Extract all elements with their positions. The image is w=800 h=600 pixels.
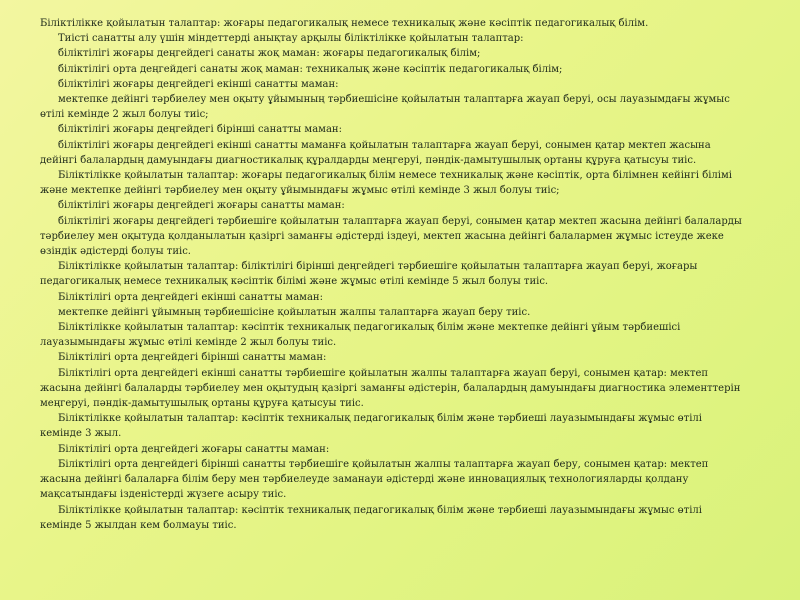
paragraph: біліктілігі жоғары деңгейдегі жоғары санатты маман: bbox=[58, 200, 345, 212]
paragraph: Біліктілікке қойылатын талаптар: кәсіптік техникалық педагогикалық білім және тәрбиеші лауазымындағы жұмыс өтілі кемінде 5 жылдан кем болмауы тиіс. bbox=[40, 504, 706, 531]
paragraph: Біліктілігі орта деңгейдегі екінші санатты маман: bbox=[58, 291, 323, 303]
paragraph: Біліктілігі орта деңгейдегі жоғары санатты маман: bbox=[58, 443, 330, 455]
document-body bbox=[40, 16, 746, 533]
paragraph: Біліктілігі орта деңгейдегі екінші санатты тәрбиешіге қойылатын жалпы талаптарға жауап беруі, сонымен қатар: мектеп жасына дейінгі балаларды тәрбиелеу мен оқытудың қазіргі заманғы әдістерін, балалардың дамуындағы диагностика элементтерін меңгеруі, пәндік-дамытушылық ортаны құруға қатысуы тиіс. bbox=[40, 367, 744, 410]
paragraph: Біліктілігі орта деңгейдегі бірінші санатты маман: bbox=[58, 352, 327, 364]
paragraph: біліктілігі орта деңгейдегі санаты жоқ маман: техникалық және кәсіптік педагогикалық білім; bbox=[58, 63, 563, 75]
paragraph: мектепке дейінгі тәрбиелеу мен оқыту ұйымының тәрбиешісіне қойылатын талаптарға жауап беруі, осы лауазымдағы жұмыс өтілі кемінде 2 жыл болуы тиіс; bbox=[40, 94, 734, 121]
paragraph: Біліктілікке қойылатын талаптар: жоғары педагогикалық білім немесе техникалық және кәсіптік, орта білімнен кейінгі білімі және мектепке дейінгі тәрбиелеу мен оқыту ұйымындағы жұмыс өтілі кемінде 3 жыл болуы тиіс; bbox=[40, 170, 736, 197]
paragraph: біліктілігі жоғары деңгейдегі тәрбиешіге қойылатын талаптарға жауап беруі, сонымен қатар мектеп жасына дейінгі балаларды тәрбиелеу мен оқытуда қолданылатын қазіргі заманғы әдістерді іздеуі, мектеп жасына дейінгі балалармен жұмыс істеуде жеке өзіндік әдістерді болуы тиіс. bbox=[40, 215, 746, 258]
paragraph-requirements-intro: Біліктілікке қойылатын талаптар: жоғары педагогикалық немесе техникалық және кәсіптік педагогикалық білім. bbox=[40, 18, 649, 29]
paragraph: біліктілігі жоғары деңгейдегі екінші санатты маманға қойылатын талаптарға жауап беруі, сонымен қатар мектеп жасына дейінгі балалардың дамуындағы диагностикалық құралдарды меңгеруі, пәндік-дамытушылық ортаны құруға қатысуы тиіс. bbox=[40, 139, 714, 166]
paragraph: мектепке дейінгі ұйымның тәрбиешісіне қойылатын жалпы талаптарға жауап беру тиіс. bbox=[58, 306, 531, 318]
paragraph: Біліктілікке қойылатын талаптар: кәсіптік техникалық педагогикалық білім және тәрбиеші лауазымындағы жұмыс өтілі кемінде 3 жыл. bbox=[40, 413, 706, 440]
paragraph: біліктілігі жоғары деңгейдегі бірінші санатты маман: bbox=[58, 124, 342, 136]
paragraph: Тиісті санатты алу үшін міндеттерді анықтау арқылы біліктілікке қойылатын талаптар: bbox=[58, 33, 524, 45]
paragraph: Біліктілігі орта деңгейдегі бірінші санатты тәрбиешіге қойылатын жалпы талаптарға жауап беру, сонымен қатар: мектеп жасына дейінгі балаларға білім беру мен тәрбиелеуде заманауи әдістерді және инновациялық технологияларды қолдану мақсатындағы ізденістерді жүзеге асыру тиіс. bbox=[40, 458, 712, 501]
paragraph: біліктілігі жоғары деңгейдегі екінші санатты маман: bbox=[58, 78, 339, 90]
paragraph: біліктілігі жоғары деңгейдегі санаты жоқ маман: жоғары педагогикалық білім; bbox=[58, 48, 481, 60]
paragraph: Біліктілікке қойылатын талаптар: кәсіптік техникалық педагогикалық білім және мектепке дейінгі ұйым тәрбиешісі лауазымындағы жұмыс өтілі кемінде 2 жыл болуы тиіс. bbox=[40, 322, 684, 349]
paragraph: Біліктілікке қойылатын талаптар: біліктілігі бірінші деңгейдегі тәрбиешіге қойылатын талаптарға жауап беруі, жоғары педагогикалық немесе техникалық кәсіптік білімі және жұмыс өтілі кемінде 5 жыл болуы тиіс. bbox=[40, 261, 701, 288]
